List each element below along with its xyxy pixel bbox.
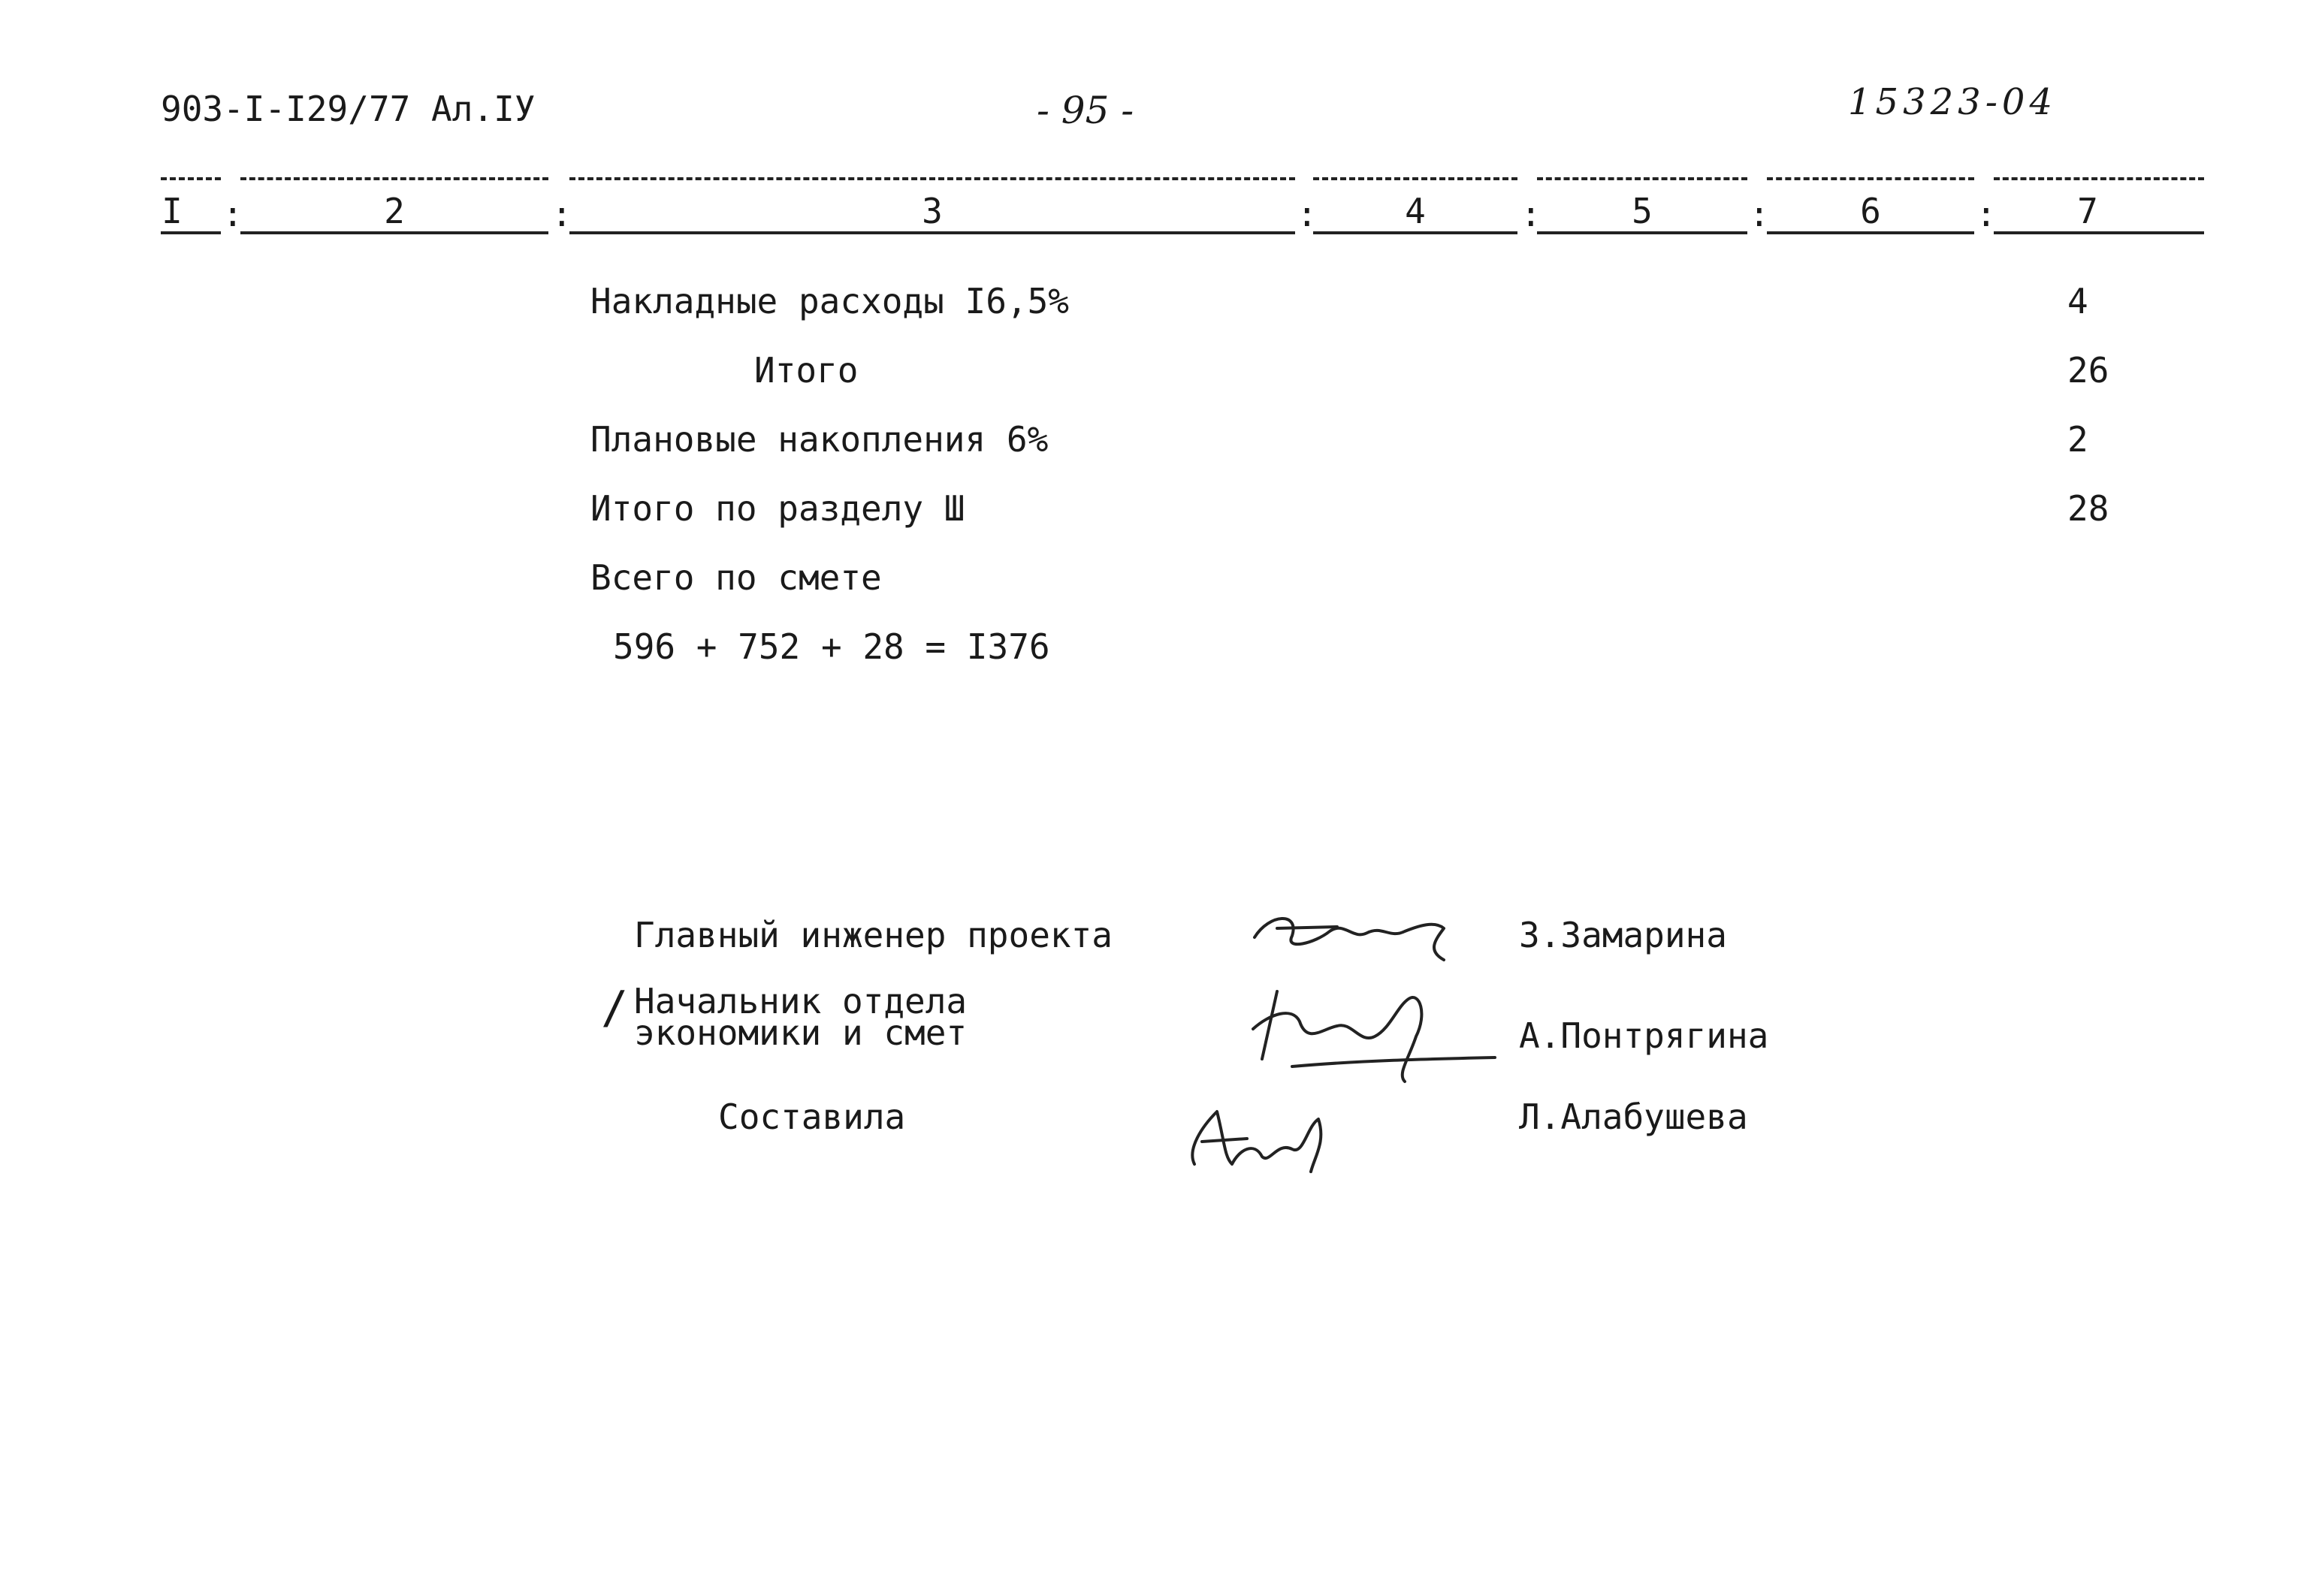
row-label: Накладные расходы I6,5%	[590, 281, 1069, 321]
signature-name: З.Замарина	[1519, 915, 1727, 955]
signature-role: Составила	[718, 1097, 906, 1137]
row-value: 26	[2067, 350, 2109, 391]
column-number: 6	[1860, 191, 1881, 231]
handwritten-number: 15323-04	[1848, 81, 2057, 123]
document-code: 903-I-I29/77 Ал.IУ	[161, 89, 536, 129]
row-label: Итого	[754, 350, 859, 391]
row-label: Итого по разделу Ш	[590, 488, 965, 529]
signature-mark	[1247, 898, 1457, 966]
signature-role: Главный инженер проекта	[634, 915, 1113, 955]
row-value: 2	[2067, 419, 2088, 460]
column-number: 4	[1405, 191, 1426, 231]
column-number: 7	[2077, 191, 2098, 231]
column-number: 5	[1632, 191, 1653, 231]
row-value: 4	[2067, 281, 2088, 321]
signature-name: Л.Алабушева	[1519, 1097, 1748, 1137]
row-label: Всего по смете	[590, 557, 882, 598]
column-number: 2	[384, 191, 405, 231]
signature-mark	[1247, 976, 1495, 1089]
column-number: 3	[922, 191, 943, 231]
column-number: I	[162, 191, 183, 231]
total-formula: 596 + 752 + 28 = I376	[613, 626, 1050, 667]
signature-role: Начальник отдела экономики и смет	[634, 981, 968, 1053]
signature-name: А.Понтрягина	[1519, 1015, 1769, 1056]
page-number: - 95 -	[1037, 89, 1134, 132]
signature-mark	[1179, 1097, 1330, 1179]
row-label: Плановые накопления 6%	[590, 419, 1049, 460]
row-value: 28	[2067, 488, 2109, 529]
slash-mark: /	[601, 982, 629, 1034]
